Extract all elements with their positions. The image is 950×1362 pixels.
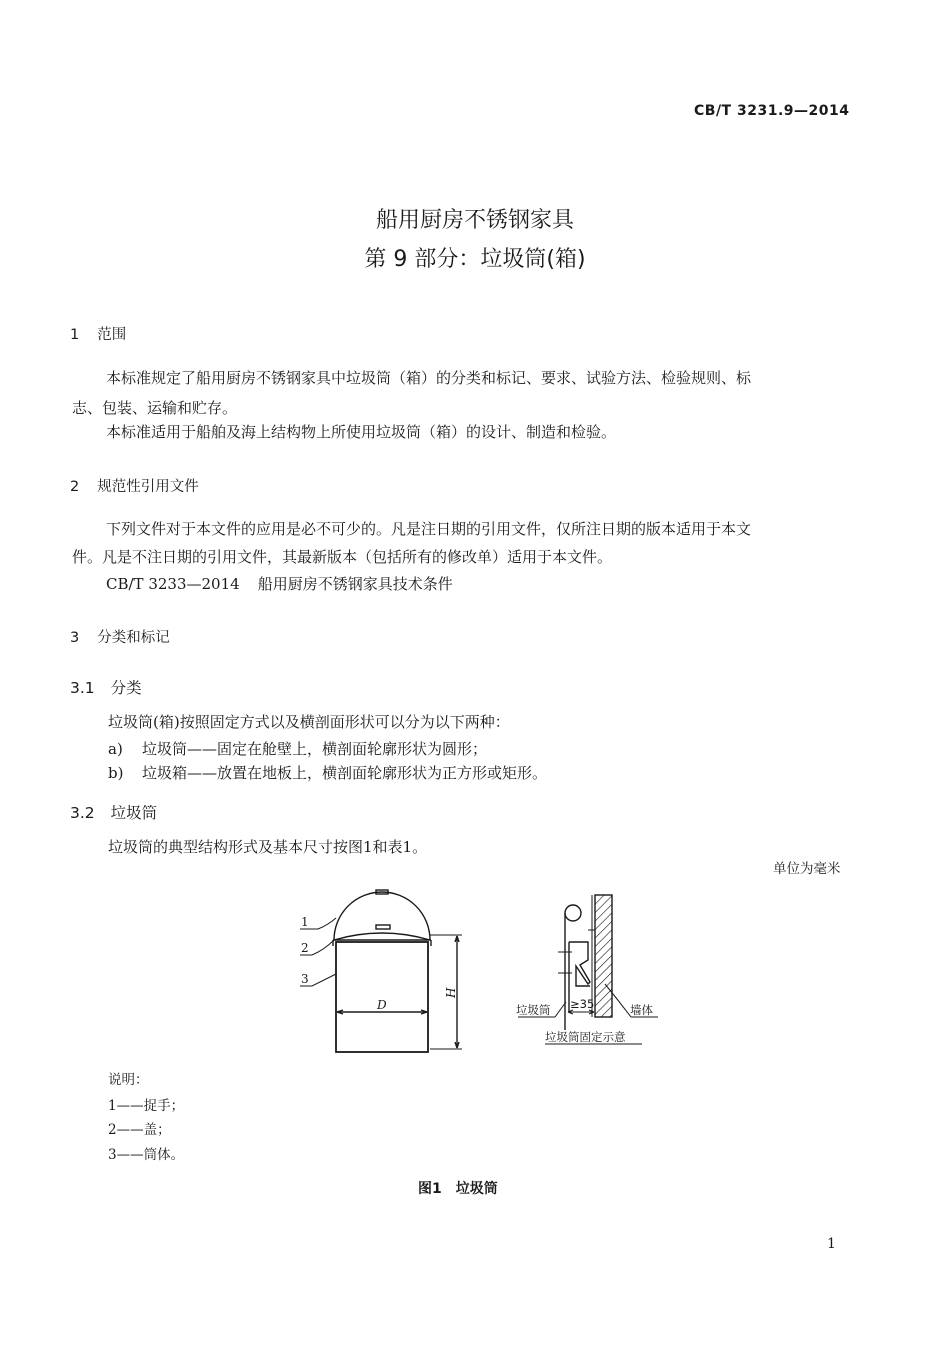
list-text: 垃圾箱——放置在地板上，横剖面轮廓形状为正方形或矩形。 — [142, 764, 548, 782]
section-number: 3 — [70, 630, 80, 646]
section-1-heading — [70, 323, 126, 344]
section-title: 规范性引用文件 — [97, 479, 199, 495]
document-title: 船用厨房不锈钢家具 — [375, 208, 574, 233]
paragraph: 件。凡是不注日期的引用文件，其最新版本（包括所有的修改单）适用于本文件。 — [72, 548, 613, 566]
list-marker: a) — [108, 740, 123, 758]
section-2-heading — [70, 475, 199, 496]
paragraph: 垃圾筒(箱)按照固定方式以及横剖面形状可以分为以下两种： — [108, 713, 510, 731]
trash-bin-drawing — [290, 880, 480, 1060]
paragraph: 垃圾筒的典型结构形式及基本尺寸按图1和表1。 — [108, 838, 428, 856]
dim-h-label: H — [444, 987, 458, 998]
gap-label: ≥35 — [570, 997, 595, 1011]
legend-title: 说明： — [108, 1072, 149, 1088]
bin-label: 垃圾筒 — [516, 1003, 551, 1017]
section-number: 1 — [70, 327, 80, 343]
wall-label: 墙体 — [630, 1003, 653, 1017]
mounting-caption: 垃圾筒固定示意 — [545, 1030, 626, 1044]
section-title: 分类 — [110, 679, 142, 697]
standard-code: CB/T 3231.9—2014 — [694, 103, 850, 119]
section-title: 垃圾筒 — [110, 804, 158, 822]
list-item — [108, 738, 487, 759]
section-number: 3.1 — [70, 679, 95, 697]
reference-entry — [106, 573, 453, 594]
label-1: 1 — [301, 915, 309, 929]
paragraph: 本标准规定了船用厨房不锈钢家具中垃圾筒（箱）的分类和标记、要求、试验方法、检验规则、标 — [106, 369, 752, 387]
dim-d-label: D — [377, 998, 387, 1012]
reference-code: CB/T 3233—2014 — [106, 575, 240, 593]
paragraph: 下列文件对于本文件的应用是必不可少的。凡是注日期的引用文件，仅所注日期的版本适用于本文 — [106, 520, 752, 538]
paragraph: 志、包装、运输和贮存。 — [72, 399, 238, 417]
section-3-1-heading — [70, 676, 142, 698]
figure-caption: 图1 垃圾筒 — [418, 1181, 498, 1197]
section-title: 分类和标记 — [97, 630, 170, 646]
legend-item: 3——筒体。 — [108, 1147, 185, 1163]
legend-item: 2——盖； — [108, 1122, 171, 1138]
paragraph: 本标准适用于船舶及海上结构物上所使用垃圾筒（箱）的设计、制造和检验。 — [106, 423, 617, 441]
reference-title: 船用厨房不锈钢家具技术条件 — [257, 575, 453, 593]
mounting-detail-drawing — [500, 880, 680, 1050]
section-title: 范围 — [97, 327, 127, 343]
section-number: 2 — [70, 479, 80, 495]
label-2: 2 — [301, 941, 309, 955]
section-number: 3.2 — [70, 804, 95, 822]
list-text: 垃圾筒——固定在舱壁上，横剖面轮廓形状为圆形； — [142, 740, 488, 758]
legend-item: 1——捉手； — [108, 1098, 185, 1114]
document-subtitle: 第 9 部分：垃圾筒(箱) — [364, 247, 586, 272]
label-3: 3 — [301, 972, 309, 986]
list-item — [108, 762, 547, 783]
section-3-heading — [70, 626, 170, 647]
unit-note: 单位为毫米 — [773, 861, 841, 877]
list-marker: b) — [108, 764, 124, 782]
page-number: 1 — [827, 1236, 836, 1252]
section-3-2-heading — [70, 801, 157, 823]
